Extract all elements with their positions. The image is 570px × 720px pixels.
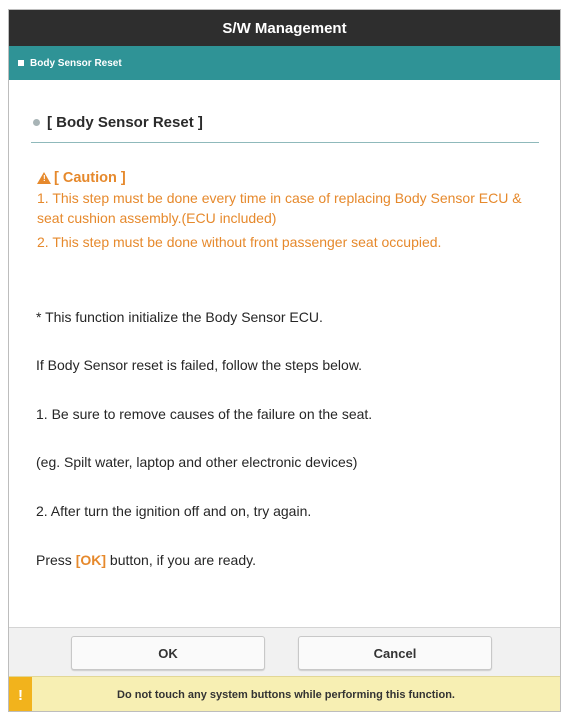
caution-block (37, 168, 547, 252)
info-line-4: (eg. Spilt water, laptop and other electronic devices) (36, 454, 358, 470)
title-bar (9, 10, 560, 46)
warning-triangle-icon: ! (37, 172, 51, 184)
info-line-6 (36, 552, 546, 568)
sub-header-label: Body Sensor Reset (30, 57, 122, 69)
info-line-2: If Body Sensor reset is failed, follow the steps below. (36, 357, 363, 373)
square-bullet-icon (18, 60, 24, 66)
caution-line-2: 2. This step must be done without front passenger seat occupied. (37, 234, 442, 250)
content-area (9, 80, 560, 627)
dialog-window (8, 9, 561, 712)
sub-header-bar (9, 46, 560, 80)
info-line-5: 2. After turn the ignition off and on, try again. (36, 503, 312, 519)
section-title: [ Body Sensor Reset ] (47, 114, 203, 131)
press-text: Press (36, 552, 76, 568)
info-line-3: 1. Be sure to remove causes of the failure on the seat. (36, 406, 373, 422)
window-title: S/W Management (222, 19, 347, 37)
button-bar (9, 627, 560, 676)
ready-text: button, if you are ready. (106, 552, 256, 568)
ok-button[interactable]: OK (71, 636, 265, 670)
section-header (31, 114, 539, 143)
info-line-1: * This function initialize the Body Sensor ECU. (36, 309, 323, 325)
ok-highlight: [OK] (75, 552, 107, 568)
caution-title: [ Caution ] (54, 170, 126, 186)
warning-bar (9, 676, 560, 712)
bullet-dot-icon (33, 119, 40, 126)
exclamation-icon: ! (9, 677, 32, 712)
warning-message: Do not touch any system buttons while performing this function. (117, 689, 455, 701)
caution-title-row (37, 168, 547, 188)
caution-line-1: 1. This step must be done every time in case of replacing Body Sensor ECU & seat cushion assembly.(ECU included) (37, 190, 522, 226)
cancel-button[interactable]: Cancel (298, 636, 492, 670)
